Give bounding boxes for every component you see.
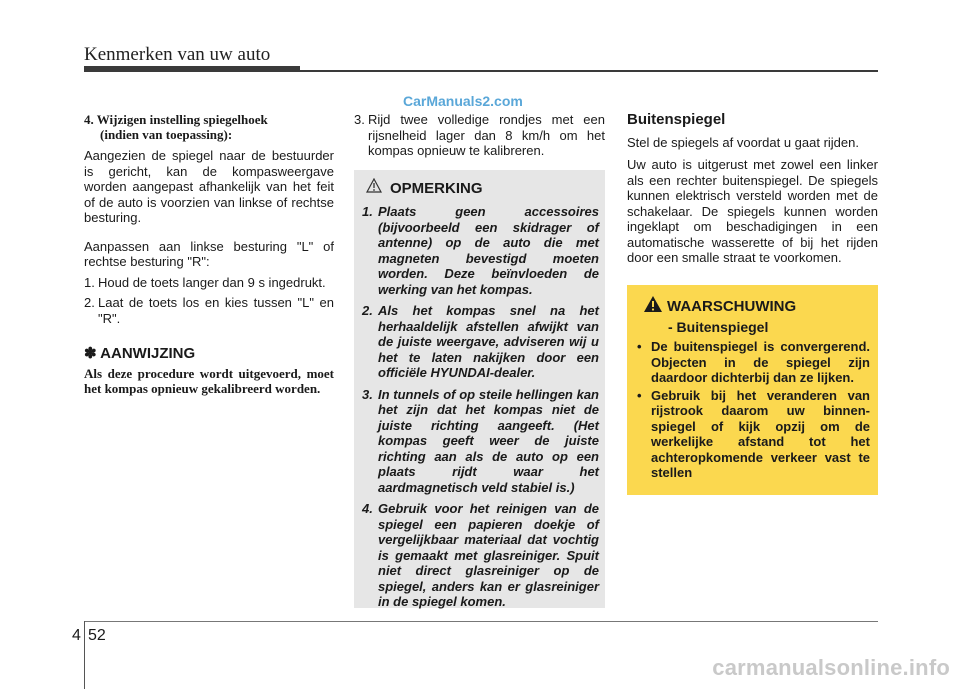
warning-list [637, 339, 870, 481]
warning-title: WAARSCHUWING [667, 298, 797, 315]
note-title: ✽ AANWIJZING [84, 345, 196, 362]
column-right [627, 112, 878, 266]
page-number: 52 [88, 627, 106, 644]
section-title: Buitenspiegel [627, 111, 726, 128]
paragraph: Uw auto is uitgerust met zowel een linker als een rechter buitenspiegel. De spiegels kunnen elektrisch versteld worden met de schakelaar. De spiegels kunnen worden ingeklapt om beschadigingen in een automatische wasserette of bij het rijden door een smalle straat te voorkomen. [627, 157, 878, 265]
list-item: • Gebruik bij het veranderen van rijstrook daarom uw binnen-spiegel of kijk opzij om de werkelijke afstand tot het achteropkomende verkeer vast te stellen [637, 387, 870, 480]
column-left [84, 112, 334, 397]
chapter-title: Kenmerken van uw auto [84, 44, 271, 65]
paragraph: Aanpassen aan linkse besturing "L" of rechtse besturing "R": [84, 238, 334, 269]
section-heading-line1: 4. Wijzigen instelling spiegelhoek [84, 112, 268, 127]
section-heading [84, 112, 334, 142]
list-item: 2. Laat de toets los en kies tussen "L" en "R". [84, 295, 334, 326]
header-rule [300, 70, 878, 72]
header-bar [84, 66, 300, 72]
list-item: 2. Als het kompas snel na het herhaaldelijk afstellen afwijkt van de juiste weergave, adviseren wij u het te laten nakijken door een officiële HYUNDAI-dealer. [362, 303, 599, 380]
list-item: 1. Plaats geen accessoires (bijvoorbeeld een skidrager of antenne) op de auto die met magneten bevestigd moeten worden. Deze beïnvloeden de werking van het kompas. [362, 204, 599, 297]
paragraph: Stel de spiegels af voordat u gaat rijden. [627, 134, 859, 150]
opmerking-box [354, 170, 605, 608]
warning-subtitle: - Buitenspiegel [668, 319, 769, 335]
warning-header [643, 295, 870, 318]
chapter-number: 4 [72, 627, 81, 644]
warning-triangle-icon [643, 295, 663, 318]
footer-rule [84, 621, 878, 622]
warning-box [627, 285, 878, 495]
watermark-bottom: carmanualsonline.info [712, 655, 950, 680]
section-heading-line2: (indien van toepassing): [100, 127, 233, 142]
paragraph: Aangezien de spiegel naar de bestuurder is gericht, kan de kompasweergave worden aangepast afhankelijk van het feit of de auto is voorzien van linkse of rechtse besturing. [84, 148, 334, 225]
footer-vertical-rule [84, 621, 85, 689]
list-item: 1. Houd de toets langer dan 9 s ingedrukt. [84, 274, 326, 290]
list-item: 4. Gebruik voor het reinigen van de spiegel een papieren doekje of vergelijkbaar materiaal dat vochtig is gemaakt met glasreiniger. Spuit niet direct glasreiniger op de spiegel, anders kan er glasreiniger in de spiegel komen. [362, 501, 599, 609]
watermark-top: CarManuals2.com [403, 93, 523, 109]
list-item: 3. Rijd twee volledige rondjes met een rijsnelheid lager dan 8 km/h om het kompas opnieuw te kalibreren. [354, 112, 605, 158]
opmerking-list [362, 204, 599, 610]
note-body: Als deze procedure wordt uitgevoerd, moet het kompas opnieuw gekalibreerd worden. [84, 365, 334, 396]
opmerking-title: OPMERKING [390, 179, 483, 197]
opmerking-header [366, 178, 599, 198]
list-item: • De buitenspiegel is convergerend. Objecten in de spiegel zijn daardoor dichterbij dan ze lijken. [637, 339, 870, 385]
column-middle [354, 112, 605, 159]
list-item: 3. In tunnels of op steile hellingen kan het zijn dat het kompas niet de juiste richting aangeeft. (Het kompas geeft weer de juiste richting aan als de auto op een plaats rijdt waar het aardmagnetisch veld stabiel is.) [362, 386, 599, 495]
caution-triangle-icon [366, 178, 382, 198]
